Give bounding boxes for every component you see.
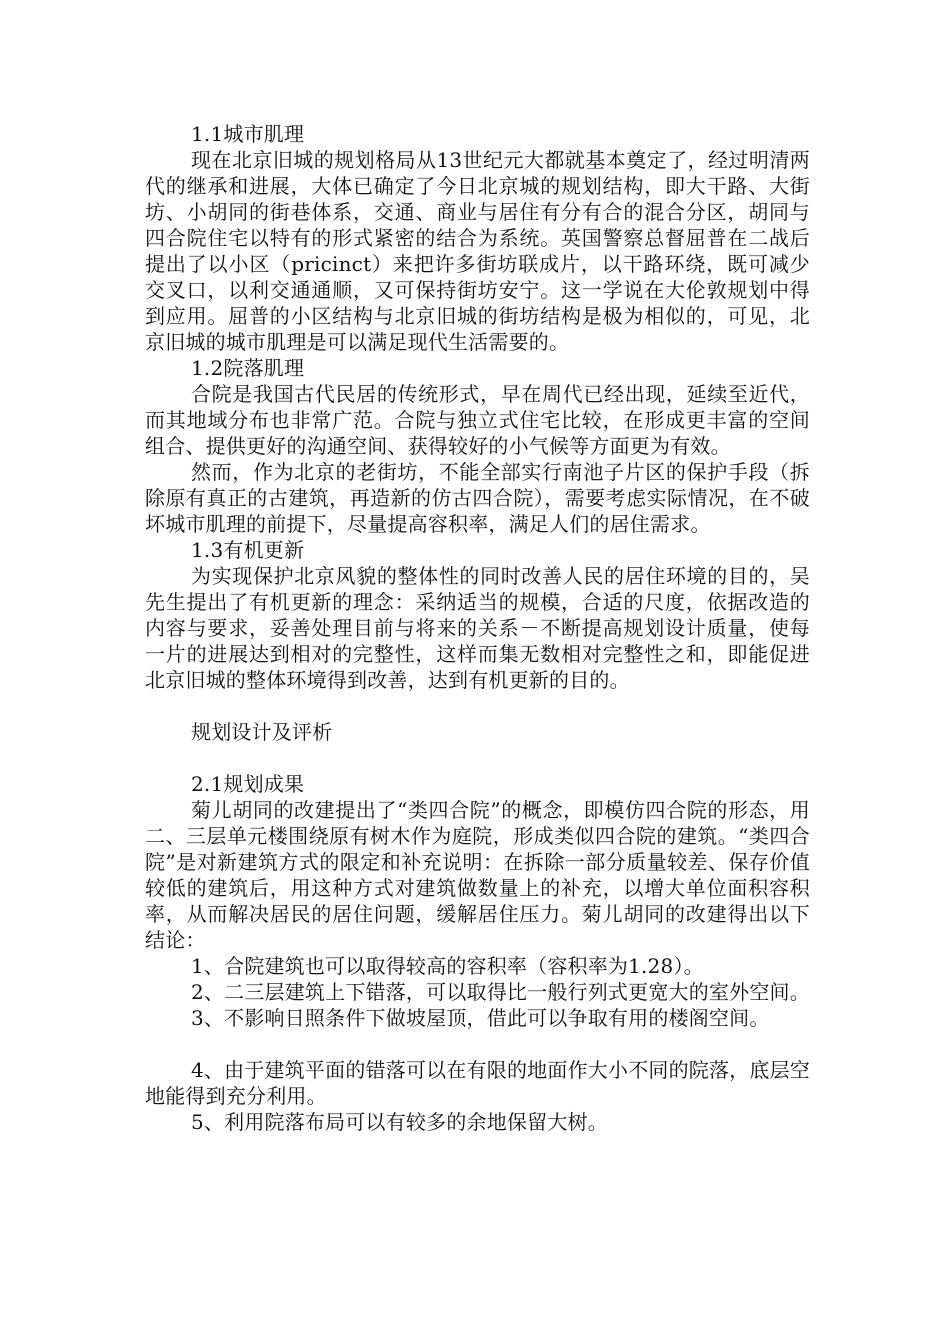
paragraph-courtyard-practice: 然而，作为北京的老街坊，不能全部实行南池子片区的保护手段（拆除原有真正的古建筑，再造新的仿古四合院），需要考虑实际情况，在不破坏城市肌理的前提下，尽量提高容积率，满足人们的居住需求。: [145, 460, 810, 536]
document-body: [145, 121, 810, 1135]
heading-1-3: 1.3有机更新: [191, 538, 305, 562]
list-item-5: 5、利用院落布局可以有较多的余地保留大树。: [191, 1110, 608, 1134]
paragraph-planning-results: 菊儿胡同的改建提出了“类四合院”的概念，即模仿四合院的形态，用二、三层单元楼围绕原有树木作为庭院，形成类似四合院的建筑。“类四合院”是对新建筑方式的限定和补充说明：在拆除一部分质量较差、保存价值较低的建筑后，用这种方式对建筑做数量上的补充，以增大单位面积容积率，从而解决居民的居住问题，缓解居住压力。菊儿胡同的改建得出以下结论：: [145, 798, 810, 952]
section-heading-planning: 规划设计及评析: [191, 720, 333, 744]
list-item-1: 1、合院建筑也可以取得较高的容积率（容积率为1.28）。: [191, 954, 704, 978]
heading-1-1: 1.1城市肌理: [191, 122, 305, 146]
heading-2-1: 2.1规划成果: [191, 772, 305, 796]
heading-1-2: 1.2院落肌理: [191, 356, 305, 380]
spacer: [145, 693, 810, 719]
list-item-3: 3、不影响日照条件下做坡屋顶，借此可以争取有用的楼阁空间。: [191, 1006, 770, 1030]
spacer: [145, 745, 810, 771]
paragraph-organic-renewal: 为实现保护北京风貌的整体性的同时改善人民的居住环境的目的，吴先生提出了有机更新的理念：采纳适当的规模，合适的尺度，依据改造的内容与要求，妥善处理目前与将来的关系－不断提高规划设计质量，使每一片的进展达到相对的完整性，这样而集无数相对完整性之和，即能促进北京旧城的整体环境得到改善，达到有机更新的目的。: [145, 564, 810, 692]
spacer: [145, 1031, 810, 1057]
list-item-2: 2、二三层建筑上下错落，可以取得比一般行列式更宽大的室外空间。: [191, 980, 810, 1004]
list-item-4: 4、由于建筑平面的错落可以在有限的地面作大小不同的院落，底层空地能得到充分利用。: [145, 1058, 810, 1108]
paragraph-courtyard-form: 合院是我国古代民居的传统形式，早在周代已经出现，延续至近代，而其地域分布也非常广范。合院与独立式住宅比较，在形成更丰富的空间组合、提供更好的沟通空间、获得较好的小气候等方面更为有效。: [145, 382, 810, 458]
paragraph-urban-texture: 现在北京旧城的规划格局从13世纪元大都就基本奠定了，经过明清两代的继承和进展，大体已确定了今日北京城的规划结构，即大干路、大街坊、小胡同的街巷体系，交通、商业与居住有分有合的混合分区，胡同与四合院住宅以特有的形式紧密的结合为系统。英国警察总督屈普在二战后提出了以小区（pricinct）来把许多街坊联成片，以干路环绕，既可减少交叉口，以利交通通顺，又可保持街坊安宁。这一学说在大伦敦规划中得到应用。屈普的小区结构与北京旧城的街坊结构是极为相似的，可见，北京旧城的城市肌理是可以满足现代生活需要的。: [145, 148, 810, 354]
